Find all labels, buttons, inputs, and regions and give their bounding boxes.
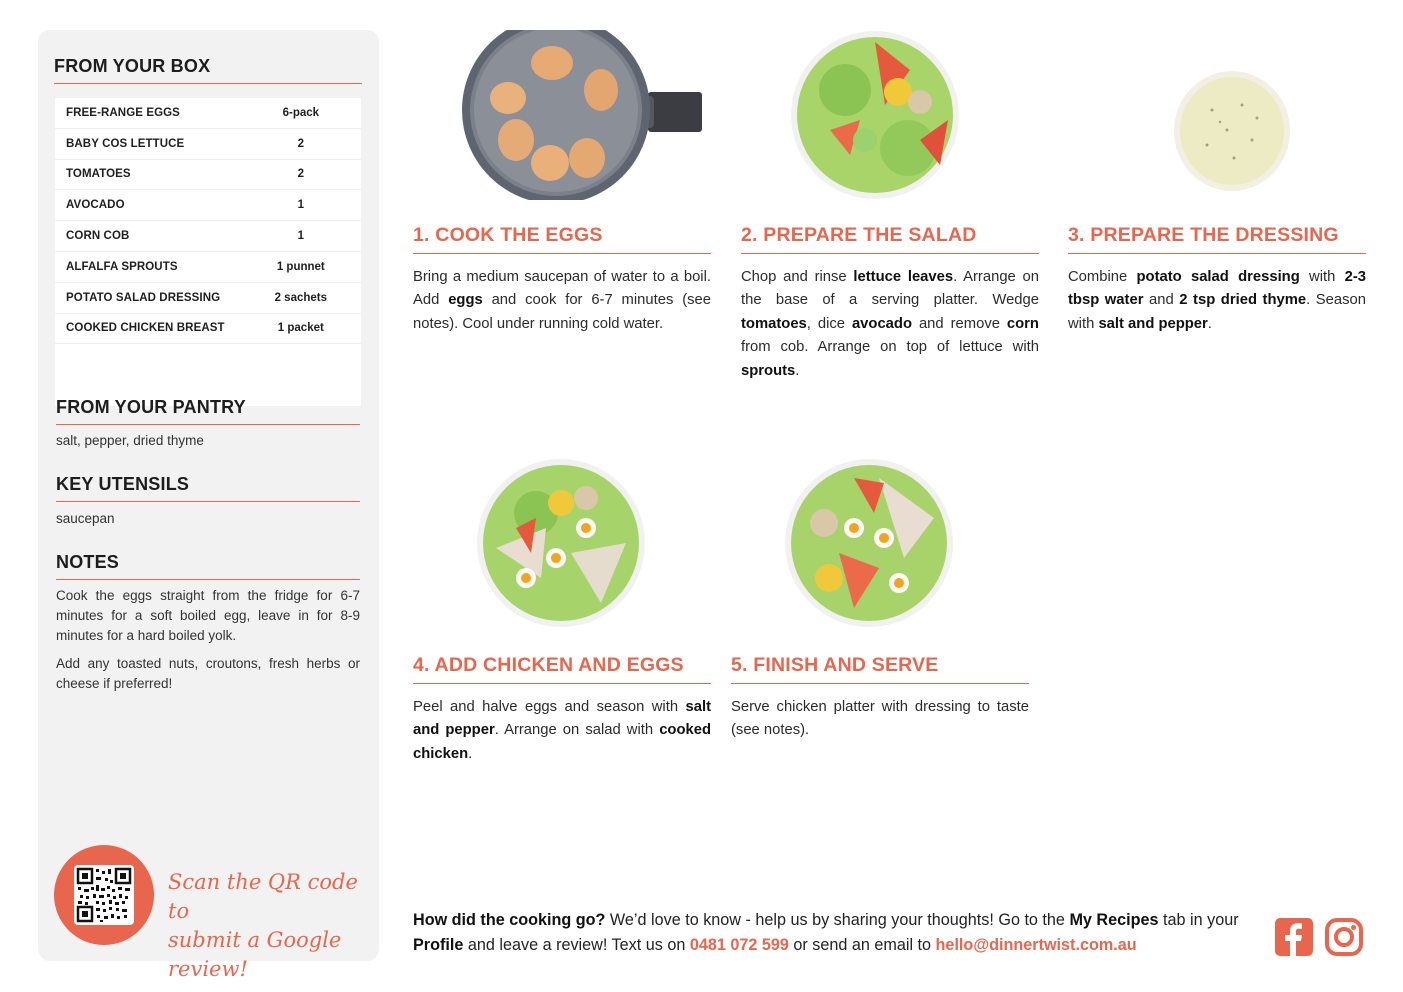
salad-platter-photo xyxy=(790,30,960,200)
sidebar xyxy=(38,30,379,981)
step-highlight: lettuce leaves xyxy=(853,269,954,285)
ingredient-qty: 2 sachets xyxy=(274,291,328,304)
ingredient-row xyxy=(55,283,361,314)
ingredient-name: FREE-RANGE EGGS xyxy=(66,106,180,119)
step-text: Chop and rinse xyxy=(741,269,854,285)
step-3 xyxy=(1068,224,1366,336)
step-5 xyxy=(731,654,1029,743)
footer-text: tab in your xyxy=(1158,911,1239,929)
ingredient-row xyxy=(55,252,361,283)
qr-code-icon[interactable] xyxy=(74,865,134,925)
step-body xyxy=(413,696,711,766)
step-text: Combine xyxy=(1068,269,1137,285)
step-body xyxy=(413,266,711,336)
step-1 xyxy=(413,224,711,336)
qr-caption-line: submit a Google review! xyxy=(168,928,342,981)
ingredient-row xyxy=(55,221,361,252)
ingredient-row xyxy=(55,129,361,160)
footer-text: or send an email to xyxy=(788,936,936,954)
step-highlight: avocado xyxy=(851,315,912,332)
from-your-box-title: FROM YOUR BOX xyxy=(54,56,362,84)
step-highlight: cooked chicken xyxy=(413,722,711,762)
step-text: Peel and halve eggs and season with xyxy=(413,699,686,715)
step-text: Serve chicken platter with dressing to taste (see notes). xyxy=(731,699,1029,739)
step-text: from cob. Arrange on top of lettuce with xyxy=(741,339,1039,356)
qr-caption xyxy=(168,868,368,984)
step-highlight: salt and pepper xyxy=(1098,315,1208,332)
ingredient-qty: 2 xyxy=(297,168,305,181)
step-text: and cook for 6-7 minutes (see notes). Cool under running cold water. xyxy=(413,292,711,332)
step-text: . xyxy=(1207,315,1212,332)
email-link[interactable]: hello@dinnertwist.com.au xyxy=(935,936,1137,954)
step-title: 2. PREPARE THE SALAD xyxy=(741,224,1039,254)
feedback-footer xyxy=(413,908,1263,958)
ingredient-name: COOKED CHICKEN BREAST xyxy=(66,322,225,335)
ingredient-name: BABY COS LETTUCE xyxy=(66,137,185,150)
ingredient-name: TOMATOES xyxy=(66,168,131,181)
my-recipes-link[interactable]: My Recipes xyxy=(1069,911,1159,929)
footer-text: and leave a review! Text us on xyxy=(463,936,690,954)
step-body xyxy=(1068,266,1366,336)
ingredient-row xyxy=(55,314,361,345)
step-title: 3. PREPARE THE DRESSING xyxy=(1068,224,1366,254)
ingredient-name: POTATO SALAD DRESSING xyxy=(66,291,221,304)
ingredient-row xyxy=(55,160,361,191)
notes-body xyxy=(56,586,360,702)
footer-question: How did the cooking go? xyxy=(413,911,606,929)
note-paragraph: Cook the eggs straight from the fridge for 6-7 minutes for a soft boiled egg, leave in for 8-9 minutes for a hard boiled yolk. xyxy=(56,588,360,643)
saucepan-eggs-photo xyxy=(462,30,704,200)
phone-link[interactable]: 0481 072 599 xyxy=(689,936,789,954)
step-text: with xyxy=(1299,269,1345,285)
ingredient-qty: 2 xyxy=(297,137,305,150)
ingredient-row xyxy=(55,190,361,221)
ingredient-qty: 1 xyxy=(297,230,305,243)
step-text: and xyxy=(1143,292,1180,309)
instagram-icon[interactable] xyxy=(1325,918,1363,956)
footer-text: We’d love to know - help us by sharing your thoughts! Go to the xyxy=(605,911,1070,929)
qr-badge xyxy=(54,845,154,945)
key-utensils-title: KEY UTENSILS xyxy=(56,474,360,502)
dressing-bowl-photo xyxy=(1172,70,1292,192)
step-highlight: tomatoes xyxy=(741,315,807,332)
step-highlight: sprouts xyxy=(741,362,796,379)
step-4 xyxy=(413,654,711,766)
note-paragraph: Add any toasted nuts, croutons, fresh herbs or cheese if preferred! xyxy=(56,656,360,691)
ingredient-name: ALFALFA SPROUTS xyxy=(66,260,178,273)
step-title: 5. FINISH AND SERVE xyxy=(731,654,1029,684)
step-title: 4. ADD CHICKEN AND EGGS xyxy=(413,654,711,684)
step-2 xyxy=(741,224,1039,383)
ingredient-qty: 6-pack xyxy=(282,106,320,119)
step-text: and remove xyxy=(912,315,1007,332)
from-your-pantry-title: FROM YOUR PANTRY xyxy=(56,397,360,425)
ingredient-qty: 1 packet xyxy=(277,322,324,335)
utensils-text: saucepan xyxy=(56,511,115,526)
step-text: . Arrange on the base of a serving platter. Wedge xyxy=(741,269,1039,309)
step-text: . Season with xyxy=(1068,292,1366,332)
finished-platter-photo xyxy=(784,458,954,628)
ingredient-qty: 1 xyxy=(297,199,305,212)
step-highlight: salt and pepper xyxy=(413,699,711,739)
step-highlight: 2-3 tbsp water xyxy=(1068,269,1367,309)
ingredient-name: CORN COB xyxy=(66,230,130,243)
ingredient-qty: 1 punnet xyxy=(276,260,325,273)
step-text: . xyxy=(468,745,473,762)
salad-chicken-eggs-photo xyxy=(476,458,646,628)
step-text: , dice xyxy=(806,315,852,332)
ingredients-table xyxy=(55,98,361,406)
step-title: 1. COOK THE EGGS xyxy=(413,224,711,254)
notes-title: NOTES xyxy=(56,552,360,580)
step-text: . Arrange on salad with xyxy=(494,722,660,739)
step-highlight: 2 tsp dried thyme xyxy=(1179,292,1307,309)
pantry-text: salt, pepper, dried thyme xyxy=(56,433,204,448)
profile-link[interactable]: Profile xyxy=(413,936,464,954)
step-body xyxy=(741,266,1039,383)
step-body xyxy=(731,696,1029,743)
step-highlight: corn xyxy=(1006,315,1039,332)
step-highlight: eggs xyxy=(448,292,483,309)
step-text: Bring a medium saucepan of water to a boil. Add xyxy=(413,269,711,309)
ingredient-row xyxy=(55,98,361,129)
step-highlight: potato salad dressing xyxy=(1136,269,1300,285)
step-text: . xyxy=(795,362,800,379)
ingredient-name: AVOCADO xyxy=(66,199,125,212)
facebook-icon[interactable] xyxy=(1275,918,1313,956)
qr-caption-line: Scan the QR code to xyxy=(168,870,358,923)
